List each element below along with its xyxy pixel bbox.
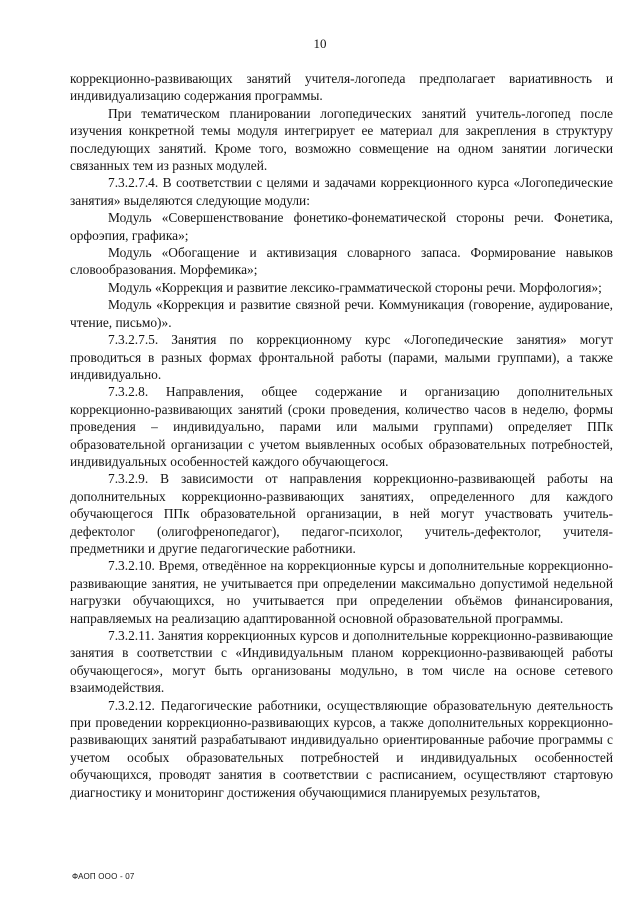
footer-code: ФАОП ООО - 07 <box>72 872 135 881</box>
paragraph-8: 7.3.2.8. Направления, общее содержание и организацию дополнительных коррекционно-развивающих занятий (сроки проведения, количество часов в неделю, формы проведения – индивидуально, парами или малыми группами) определяет ППк образовательной организации с учетом выявленных особых образовательных потребностей, индивидуальных особенностей каждого обучающегося. <box>70 384 613 469</box>
paragraph-7: 7.3.2.7.5. Занятия по коррекционному курс «Логопедические занятия» могут проводиться в разных формах фронтальной работы (парами, малыми группами), а также индивидуально. <box>70 332 613 382</box>
paragraph-5: Модуль «Коррекция и развитие лексико-грамматической стороны речи. Морфология»; <box>108 279 602 295</box>
paragraph-4: Модуль «Обогащение и активизация словарного запаса. Формирование навыков словообразования. Морфемика»; <box>70 245 613 278</box>
paragraph-9: 7.3.2.9. В зависимости от направления коррекционно-развивающей работы на дополнительных коррекционно-развивающих занятиях, определенного для каждого обучающегося ППк образовательной организации, в ней могут участвовать учитель-дефектолог (олигофренопедагог), педагог-психолог, учитель-дефектолог, учителя-предметники и другие педагогические работники. <box>70 471 613 556</box>
paragraph-11: 7.3.2.11. Занятия коррекционных курсов и дополнительные коррекционно-развивающие занятия в соответствии с «Индивидуальным планом коррекционно-развивающей работы обучающегося», могут быть организованы модульно, в том числе на основе сетевого взаимодействия. <box>70 628 613 696</box>
page-number: 10 <box>313 36 327 51</box>
paragraph-2: 7.3.2.7.4. В соответствии с целями и задачами коррекционного курса «Логопедические занятия» выделяются следующие модули: <box>70 175 613 208</box>
document-body <box>70 70 613 801</box>
paragraph-0: коррекционно-развивающих занятий учителя-логопеда предполагает вариативность и индивидуализацию содержания программы. <box>70 71 613 104</box>
paragraph-1: При тематическом планировании логопедических занятий учитель-логопед после изучения конкретной темы модуля интегрирует ее материал для закрепления в структуру последующих занятий. Кроме того, возможно совмещение на одном занятии логически связанных тем из разных модулей. <box>70 105 613 174</box>
paragraph-3: Модуль «Совершенствование фонетико-фонематической стороны речи. Фонетика, орфоэпия, графика»; <box>70 210 613 243</box>
paragraph-10: 7.3.2.10. Время, отведённое на коррекционные курсы и дополнительные коррекционно-развивающие занятия, не учитывается при определении максимально допустимой недельной нагрузки обучающихся, но учитывается при определении объёмов финансирования, направляемых на реализацию адаптированной основной образовательной программы. <box>70 558 613 626</box>
paragraph-12: 7.3.2.12. Педагогические работники, осуществляющие образовательную деятельность при проведении коррекционно-развивающих курсов, а также дополнительных коррекционно-развивающих занятий разрабатывают индивидуально ориентированные рабочие программы с учетом особых образовательных потребностей и индивидуальных особенностей обучающихся, проводят занятия в соответствии с расписанием, осуществляют стартовую диагностику и мониторинг достижения обучающимися планируемых результатов, <box>70 697 613 800</box>
paragraph-6: Модуль «Коррекция и развитие связной речи. Коммуникация (говорение, аудирование, чтение, письмо)». <box>70 297 613 330</box>
